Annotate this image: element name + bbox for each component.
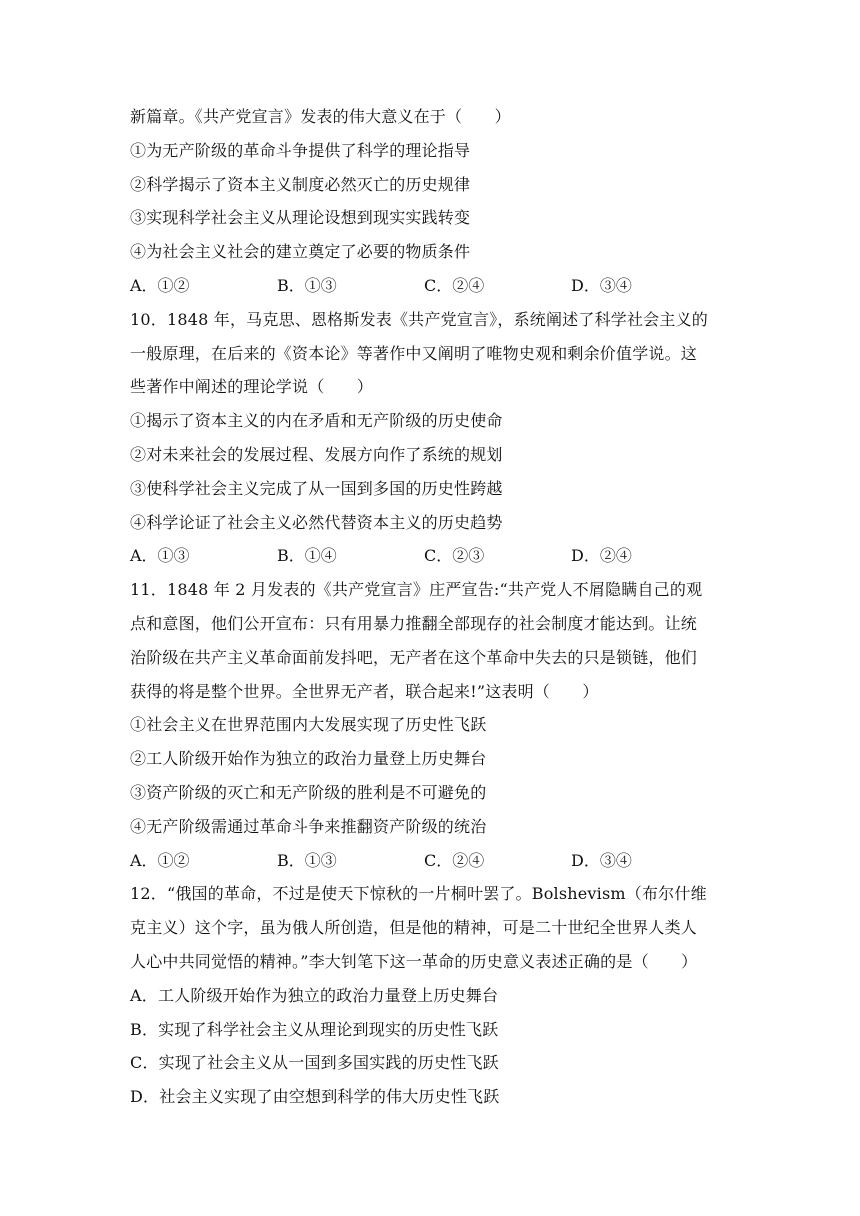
statement-item: ③使科学社会主义完成了从一国到多国的历史性跨越 <box>130 478 503 498</box>
answer-options <box>130 539 740 573</box>
question-stem: 10．1848 年，马克思、恩格斯发表《共产党宣言》，系统阐述了科学社会主义的 <box>130 309 708 329</box>
statement-item: ④无产阶级需通过革命斗争来推翻资产阶级的统治 <box>130 816 487 836</box>
statement-item: ④科学论证了社会主义必然代替资本主义的历史趋势 <box>130 512 503 532</box>
option-d: D．③④ <box>571 275 632 295</box>
statement-item: ③实现科学社会主义从理论设想到现实实践转变 <box>130 208 471 228</box>
answer-choice-a: A．工人阶级开始作为独立的政治力量登上历史舞台 <box>130 985 499 1005</box>
statement-item: ②对未来社会的发展过程、发展方向作了系统的规划 <box>130 444 503 464</box>
question-11 <box>130 573 740 877</box>
option-a: A．①② <box>130 275 190 295</box>
question-stem: 新篇章。《共产党宣言》发表的伟大意义在于（ ） <box>130 107 511 126</box>
answer-options <box>130 269 740 303</box>
answer-options <box>130 844 740 878</box>
statement-item: ①社会主义在世界范围内大发展实现了历史性飞跃 <box>130 715 487 735</box>
option-d: D．③④ <box>571 850 632 870</box>
question-stem: 点和意图，他们公开宣布：只有用暴力推翻全部现存的社会制度才能达到。让统 <box>130 613 698 633</box>
answer-choice-b: B．实现了科学社会主义从理论到现实的历史性飞跃 <box>130 1019 499 1039</box>
question-stem: 11．1848 年 2 月发表的《共产党宣言》庄严宣告:“共产党人不屑隐瞒自己的观 <box>130 580 703 600</box>
question-stem: 12．“俄国的革命，不过是使天下惊秋的一片桐叶罢了。Bolshevism（布尔什维 <box>130 884 707 904</box>
statement-item: ①揭示了资本主义的内在矛盾和无产阶级的历史使命 <box>130 411 503 431</box>
question-stem: 一般原理，在后来的《资本论》等著作中又阐明了唯物史观和剩余价值学说。这 <box>130 343 698 363</box>
option-c: C．②④ <box>424 850 485 870</box>
question-stem: 些著作中阐述的理论学说（ ） <box>130 377 374 397</box>
statement-item: ④为社会主义社会的建立奠定了必要的物质条件 <box>130 242 471 262</box>
option-b: B．①④ <box>277 546 337 566</box>
option-b: B．①③ <box>277 850 337 870</box>
statement-item: ①为无产阶级的革命斗争提供了科学的理论指导 <box>130 140 471 160</box>
statement-item: ③资产阶级的灭亡和无产阶级的胜利是不可避免的 <box>130 782 487 802</box>
question-stem: 克主义）这个字，虽为俄人所创造，但是他的精神，可是二十世纪全世界人类人 <box>130 918 698 938</box>
answer-choice-c: C．实现了社会主义从一国到多国实践的历史性飞跃 <box>130 1053 499 1073</box>
option-a: A．①② <box>130 850 190 870</box>
question-content <box>130 100 740 1114</box>
question-9 <box>130 100 740 303</box>
option-c: C．②③ <box>424 546 485 566</box>
answer-choice-d: D．社会主义实现了由空想到科学的伟大历史性飞跃 <box>130 1087 500 1107</box>
option-d: D．②④ <box>571 546 632 566</box>
option-c: C．②④ <box>424 275 485 295</box>
option-b: B．①③ <box>277 275 337 295</box>
statement-item: ②科学揭示了资本主义制度必然灭亡的历史规律 <box>130 174 471 194</box>
question-10 <box>130 303 740 573</box>
option-a: A．①③ <box>130 546 190 566</box>
statement-item: ②工人阶级开始作为独立的政治力量登上历史舞台 <box>130 749 487 769</box>
question-stem: 治阶级在共产主义革命面前发抖吧，无产者在这个革命中失去的只是锁链，他们 <box>130 647 698 667</box>
question-stem: 人心中共同觉悟的精神。”李大钊笔下这一革命的历史意义表述正确的是（ ） <box>130 951 698 971</box>
question-12 <box>130 877 740 1114</box>
question-stem: 获得的将是整个世界。全世界无产者，联合起来!”这表明（ ） <box>130 681 599 701</box>
